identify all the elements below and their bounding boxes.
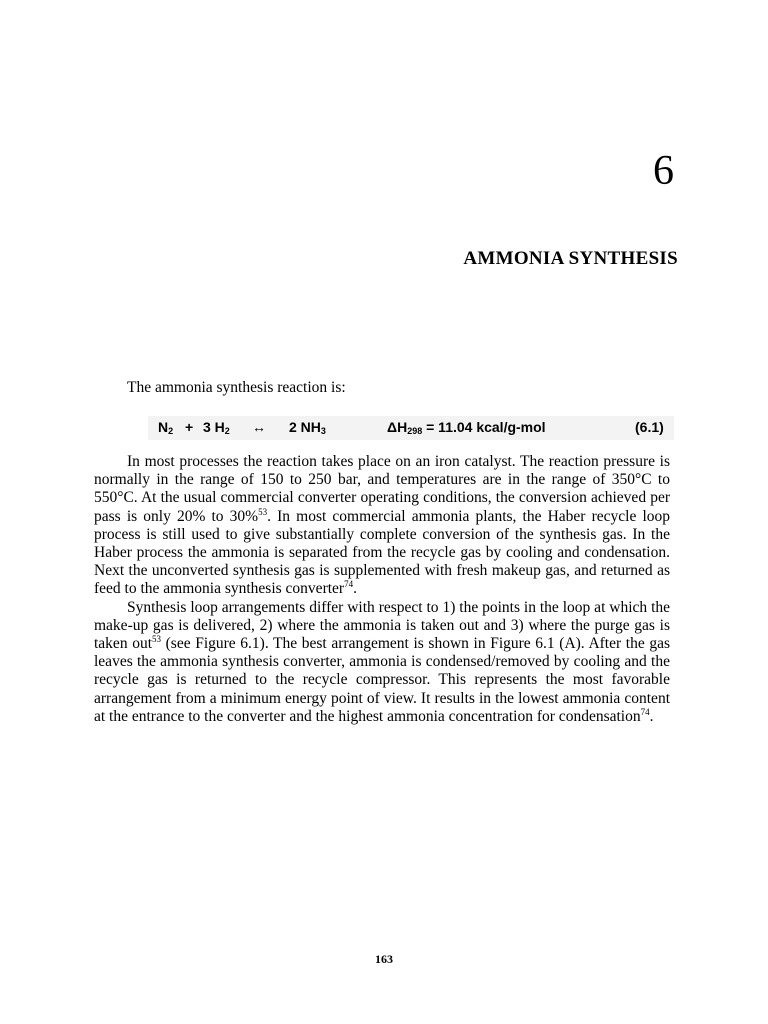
paragraph-1 — [94, 453, 670, 599]
paragraph-2 — [94, 599, 670, 726]
paragraph-1-text-c: . — [353, 580, 357, 598]
equation-enthalpy-value: = 11.04 kcal/g-mol — [422, 419, 546, 435]
body-text — [94, 453, 670, 726]
chapter-title: AMMONIA SYNTHESIS — [463, 248, 678, 269]
reference-superscript: 74 — [344, 579, 354, 590]
chapter-number: 6 — [653, 148, 674, 194]
equation-n2-symbol: N — [158, 419, 169, 435]
reference-superscript: 74 — [640, 706, 650, 717]
intro-sentence: The ammonia synthesis reaction is: — [127, 379, 346, 396]
equation-h2-subscript: 2 — [224, 426, 230, 436]
page-number: 163 — [375, 952, 393, 966]
paragraph-2-text-a: Synthesis loop arrangements differ with respect to 1) the points in the loop at which the make-up gas is delivered, 2) where the ammonia is taken out and 3) where the purge gas is taken out — [94, 598, 670, 653]
paragraph-1-text-a: In most processes the reaction takes place on an iron catalyst. The reaction pressure is normally in the range of 150 to 250 bar, and temperatures are in the range of 350°C to 550°C. At the usual commercial converter operating conditions, the conversion achieved per pass is only 20% to 30% — [94, 453, 670, 525]
paragraph-2-text-c: . — [649, 707, 654, 725]
equation-6-1 — [148, 416, 674, 440]
equation-number: (6.1) — [635, 419, 664, 435]
equation-h2-symbol: 3 H — [203, 419, 225, 435]
equation-enthalpy — [387, 419, 546, 436]
equation-delta-h-subscript: 298 — [407, 426, 423, 436]
equation-plus: + — [185, 419, 194, 435]
equation-reactant-h2 — [203, 419, 230, 436]
equation-nh3-subscript: 3 — [320, 426, 326, 436]
paragraph-2-text-b: (see Figure 6.1). The best arrangement is shown in Figure 6.1 (A). After the gas leaves the ammonia synthesis converter, ammonia is condensed/removed by cooling and the recycle gas is returned to the recycle compressor. This represents the most favorable arrangement from a minimum energy point of view. It results in the lowest ammonia content at the entrance to the converter and the highest ammonia concentration for condensation — [94, 635, 670, 725]
equation-product-nh3 — [289, 419, 326, 436]
equation-nh3-symbol: 2 NH — [289, 419, 321, 435]
equation-n2-subscript: 2 — [168, 426, 174, 436]
equilibrium-arrow-icon: ↔ — [252, 419, 266, 435]
paragraph-1-text-b: . In most commercial ammonia plants, the Haber recycle loop process is still used to give substantially complete conversion of the synthesis gas. In the Haber process the ammonia is separated from the recycle gas by cooling and condensation. Next the unconverted synthesis gas is supplemented with fresh makeup gas, and returned as feed to the ammonia synthesis converter — [94, 507, 671, 598]
reference-superscript: 53 — [152, 634, 161, 645]
equation-reactant-n2 — [158, 419, 173, 436]
equation-delta-h: ΔH — [387, 419, 408, 435]
reference-superscript: 53 — [258, 506, 268, 517]
